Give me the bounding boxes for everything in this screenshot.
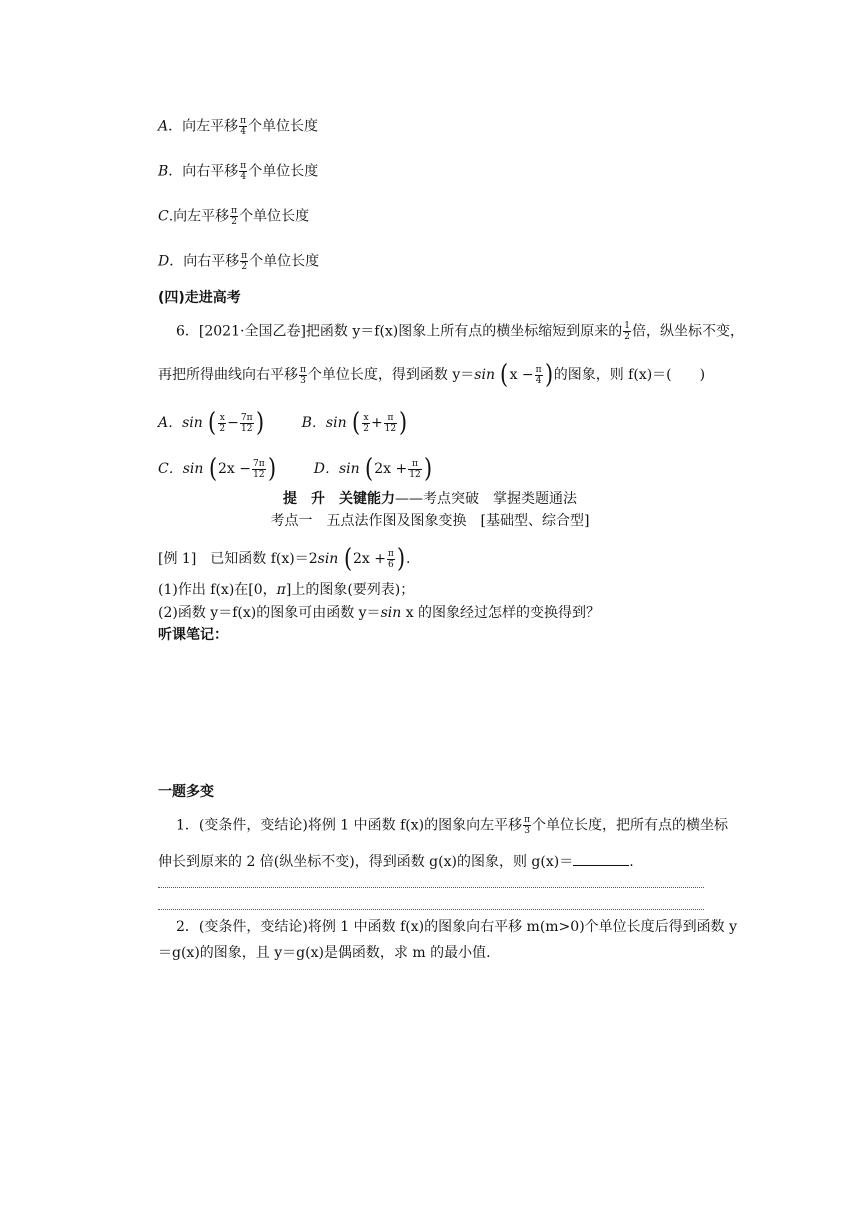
option-d: D．向右平移 $\frac{\pi}{2}$ 个单位长度	[158, 251, 320, 272]
q6-options-cd: C．sin (2x − $\frac{7\pi}{12}$ ) D．sin (2x + $\frac{\pi}{12}$ )	[158, 454, 432, 484]
variant-2-line1: 2．(变条件，变结论)将例 1 中函数 f(x)的图象向右平移 m(m>0)个单位长度后得到函数 y	[176, 919, 738, 935]
section-heading: 提 升 关键能力——考点突破 掌握类题通法	[283, 491, 577, 507]
example-statement: [例 1] 已知函数 f(x)＝2sin (2x + $\frac{\pi}{6}$ ).	[158, 544, 411, 574]
option-label: C	[158, 208, 169, 225]
dotted-divider	[158, 887, 704, 888]
option-text: .向左平移	[168, 208, 230, 225]
variant-1-line1: 1．(变条件，变结论)将例 1 中函数 f(x)的图象向左平移 $\frac{\pi}{3}$ 个单位长度，把所有点的横坐标	[176, 815, 729, 836]
option-b: B．向右平移 $\frac{\pi}{4}$ 个单位长度	[158, 161, 319, 182]
fraction: $\frac{\pi}{3}$	[524, 815, 531, 836]
fraction: $\frac{\pi}{6}$	[387, 548, 394, 570]
variant-2-line2: ＝g(x)的图象，且 y＝g(x)是偶函数，求 m 的最小值.	[158, 945, 491, 961]
q6-line1: 6．[2021·全国乙卷]把函数 y＝f(x)图象上所有点的横坐标缩短到原来的 $\frac{1}{2}$ 倍，纵坐标不变，	[176, 321, 745, 342]
variant-1-line2: 伸长到原来的 2 倍(纵坐标不变)，得到函数 g(x)的图象，则 g(x)＝ .	[158, 854, 634, 870]
fraction: $\frac{1}{2}$	[624, 321, 631, 342]
fraction: $\frac{x}{2}$	[363, 412, 369, 434]
example-part-1: (1)作出 f(x)在[0，π]上的图象(要列表)；	[158, 582, 415, 598]
notes-label: 听课笔记：	[158, 627, 228, 643]
fraction: $\frac{\pi}{4}$	[240, 116, 247, 137]
answer-blank[interactable]	[573, 853, 629, 866]
q6-line2: 再把所得曲线向右平移 $\frac{\pi}{3}$ 个单位长度，得到函数 y＝sin (x − $\frac{\pi}{4}$ )的图象，则 f(x)＝( )	[158, 360, 706, 390]
q6-options-ab: A．sin ( $\frac{x}{2}$ − $\frac{7\pi}{12}$ ) B．sin ( $\frac{x}{2}$ + $\frac{\pi}{12}$ )	[158, 408, 408, 438]
fraction: $\frac{7\pi}{12}$	[253, 458, 265, 480]
section-title: (四)走进高考	[158, 290, 241, 306]
option-a: A．向左平移 $\frac{\pi}{4}$ 个单位长度	[158, 116, 319, 137]
option-label: D	[158, 253, 170, 270]
option-label: C	[158, 461, 169, 477]
option-label: D	[313, 461, 325, 477]
variants-title: 一题多变	[158, 784, 214, 800]
fraction: $\frac{\pi}{4}$	[240, 161, 247, 182]
fraction: $\frac{7\pi}{12}$	[240, 412, 253, 434]
example-part-2: (2)函数 y＝f(x)的图象可由函数 y＝sin x 的图象经过怎样的变换得到？	[158, 605, 601, 621]
fraction: $\frac{\pi}{2}$	[241, 251, 248, 272]
fraction: $\frac{x}{2}$	[219, 412, 226, 434]
option-c: C.向左平移 $\frac{\pi}{2}$ 个单位长度	[158, 206, 310, 227]
fraction: $\frac{\pi}{12}$	[409, 458, 421, 480]
option-label: A	[158, 118, 169, 135]
fraction: $\frac{\pi}{12}$	[384, 412, 397, 434]
option-text: ．向左平移	[168, 118, 239, 135]
option-label: A	[158, 415, 169, 431]
option-label: B	[158, 163, 169, 180]
fraction: $\frac{\pi}{2}$	[231, 206, 238, 227]
fraction: $\frac{\pi}{3}$	[300, 364, 306, 386]
fraction: $\frac{\pi}{4}$	[535, 364, 542, 386]
option-label: B	[301, 415, 312, 431]
section-subheading: 考点一 五点法作图及图象变换 [基础型、综合型]	[270, 513, 590, 529]
option-text: ．向右平移	[168, 163, 239, 180]
dotted-divider	[158, 909, 704, 910]
option-text: ．向右平移	[169, 253, 240, 270]
